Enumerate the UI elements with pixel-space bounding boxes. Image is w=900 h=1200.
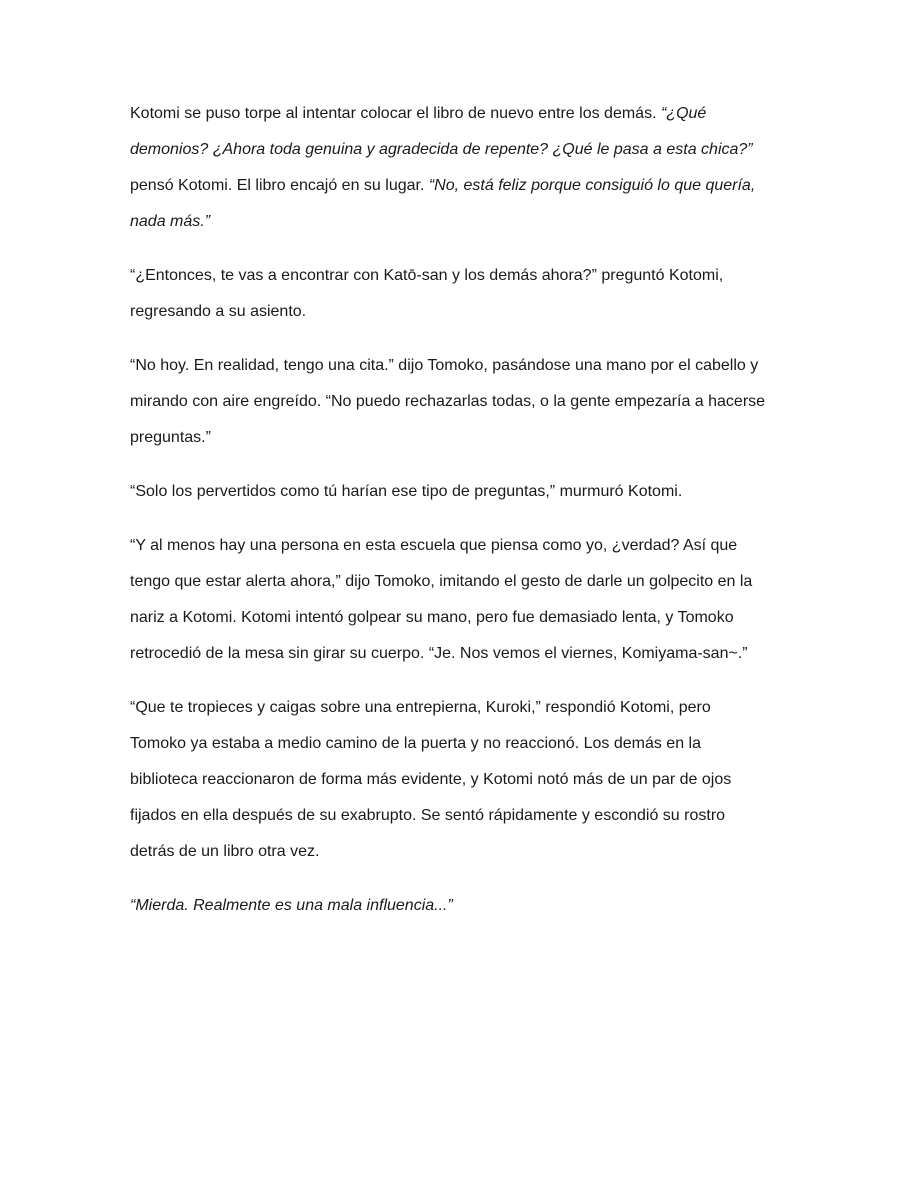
italic-thought: “No, está feliz porque consiguió lo que quería, nada más.” <box>130 177 756 230</box>
italic-thought: “¿Qué demonios? ¿Ahora toda genuina y agradecida de repente? ¿Qué le pasa a esta chica?” <box>130 105 753 158</box>
paragraph <box>130 474 770 510</box>
paragraph-text: “¿Entonces, te vas a encontrar con Katō-san y los demás ahora?” preguntó Kotomi, regresando a su asiento. <box>130 267 724 320</box>
paragraph-text: “Y al menos hay una persona en esta escuela que piensa como yo, ¿verdad? Así que tengo que estar alerta ahora,” dijo Tomoko, imitando el gesto de darle un golpecito en la nariz a Kotomi. Kotomi intentó golpear su mano, pero fue demasiado lenta, y Tomoko retrocedió de la mesa sin girar su cuerpo. “Je. Nos vemos el viernes, Komiyama-san~.” <box>130 537 753 662</box>
paragraph <box>130 888 770 924</box>
paragraph <box>130 258 770 330</box>
paragraph-text: “No hoy. En realidad, tengo una cita.” dijo Tomoko, pasándose una mano por el cabello y mirando con aire engreído. “No puedo rechazarlas todas, o la gente empezaría a hacerse preguntas.” <box>130 357 766 446</box>
paragraph-text: “Solo los pervertidos como tú harían ese tipo de preguntas,” murmuró Kotomi. <box>130 483 683 500</box>
paragraph <box>130 96 770 240</box>
paragraph <box>130 528 770 672</box>
paragraph-text: “Que te tropieces y caigas sobre una entrepierna, Kuroki,” respondió Kotomi, pero Tomoko ya estaba a medio camino de la puerta y no reaccionó. Los demás en la biblioteca reaccionaron de forma más evidente, y Kotomi notó más de un par de ojos fijados en ella después de su exabrupto. Se sentó rápidamente y escondió su rostro detrás de un libro otra vez. <box>130 699 732 860</box>
italic-thought: “Mierda. Realmente es una mala influencia...” <box>130 897 453 914</box>
paragraph <box>130 690 770 870</box>
paragraph-text: pensó Kotomi. El libro encajó en su lugar. <box>130 177 429 194</box>
paragraph-text: Kotomi se puso torpe al intentar colocar el libro de nuevo entre los demás. <box>130 105 661 122</box>
paragraph <box>130 348 770 456</box>
